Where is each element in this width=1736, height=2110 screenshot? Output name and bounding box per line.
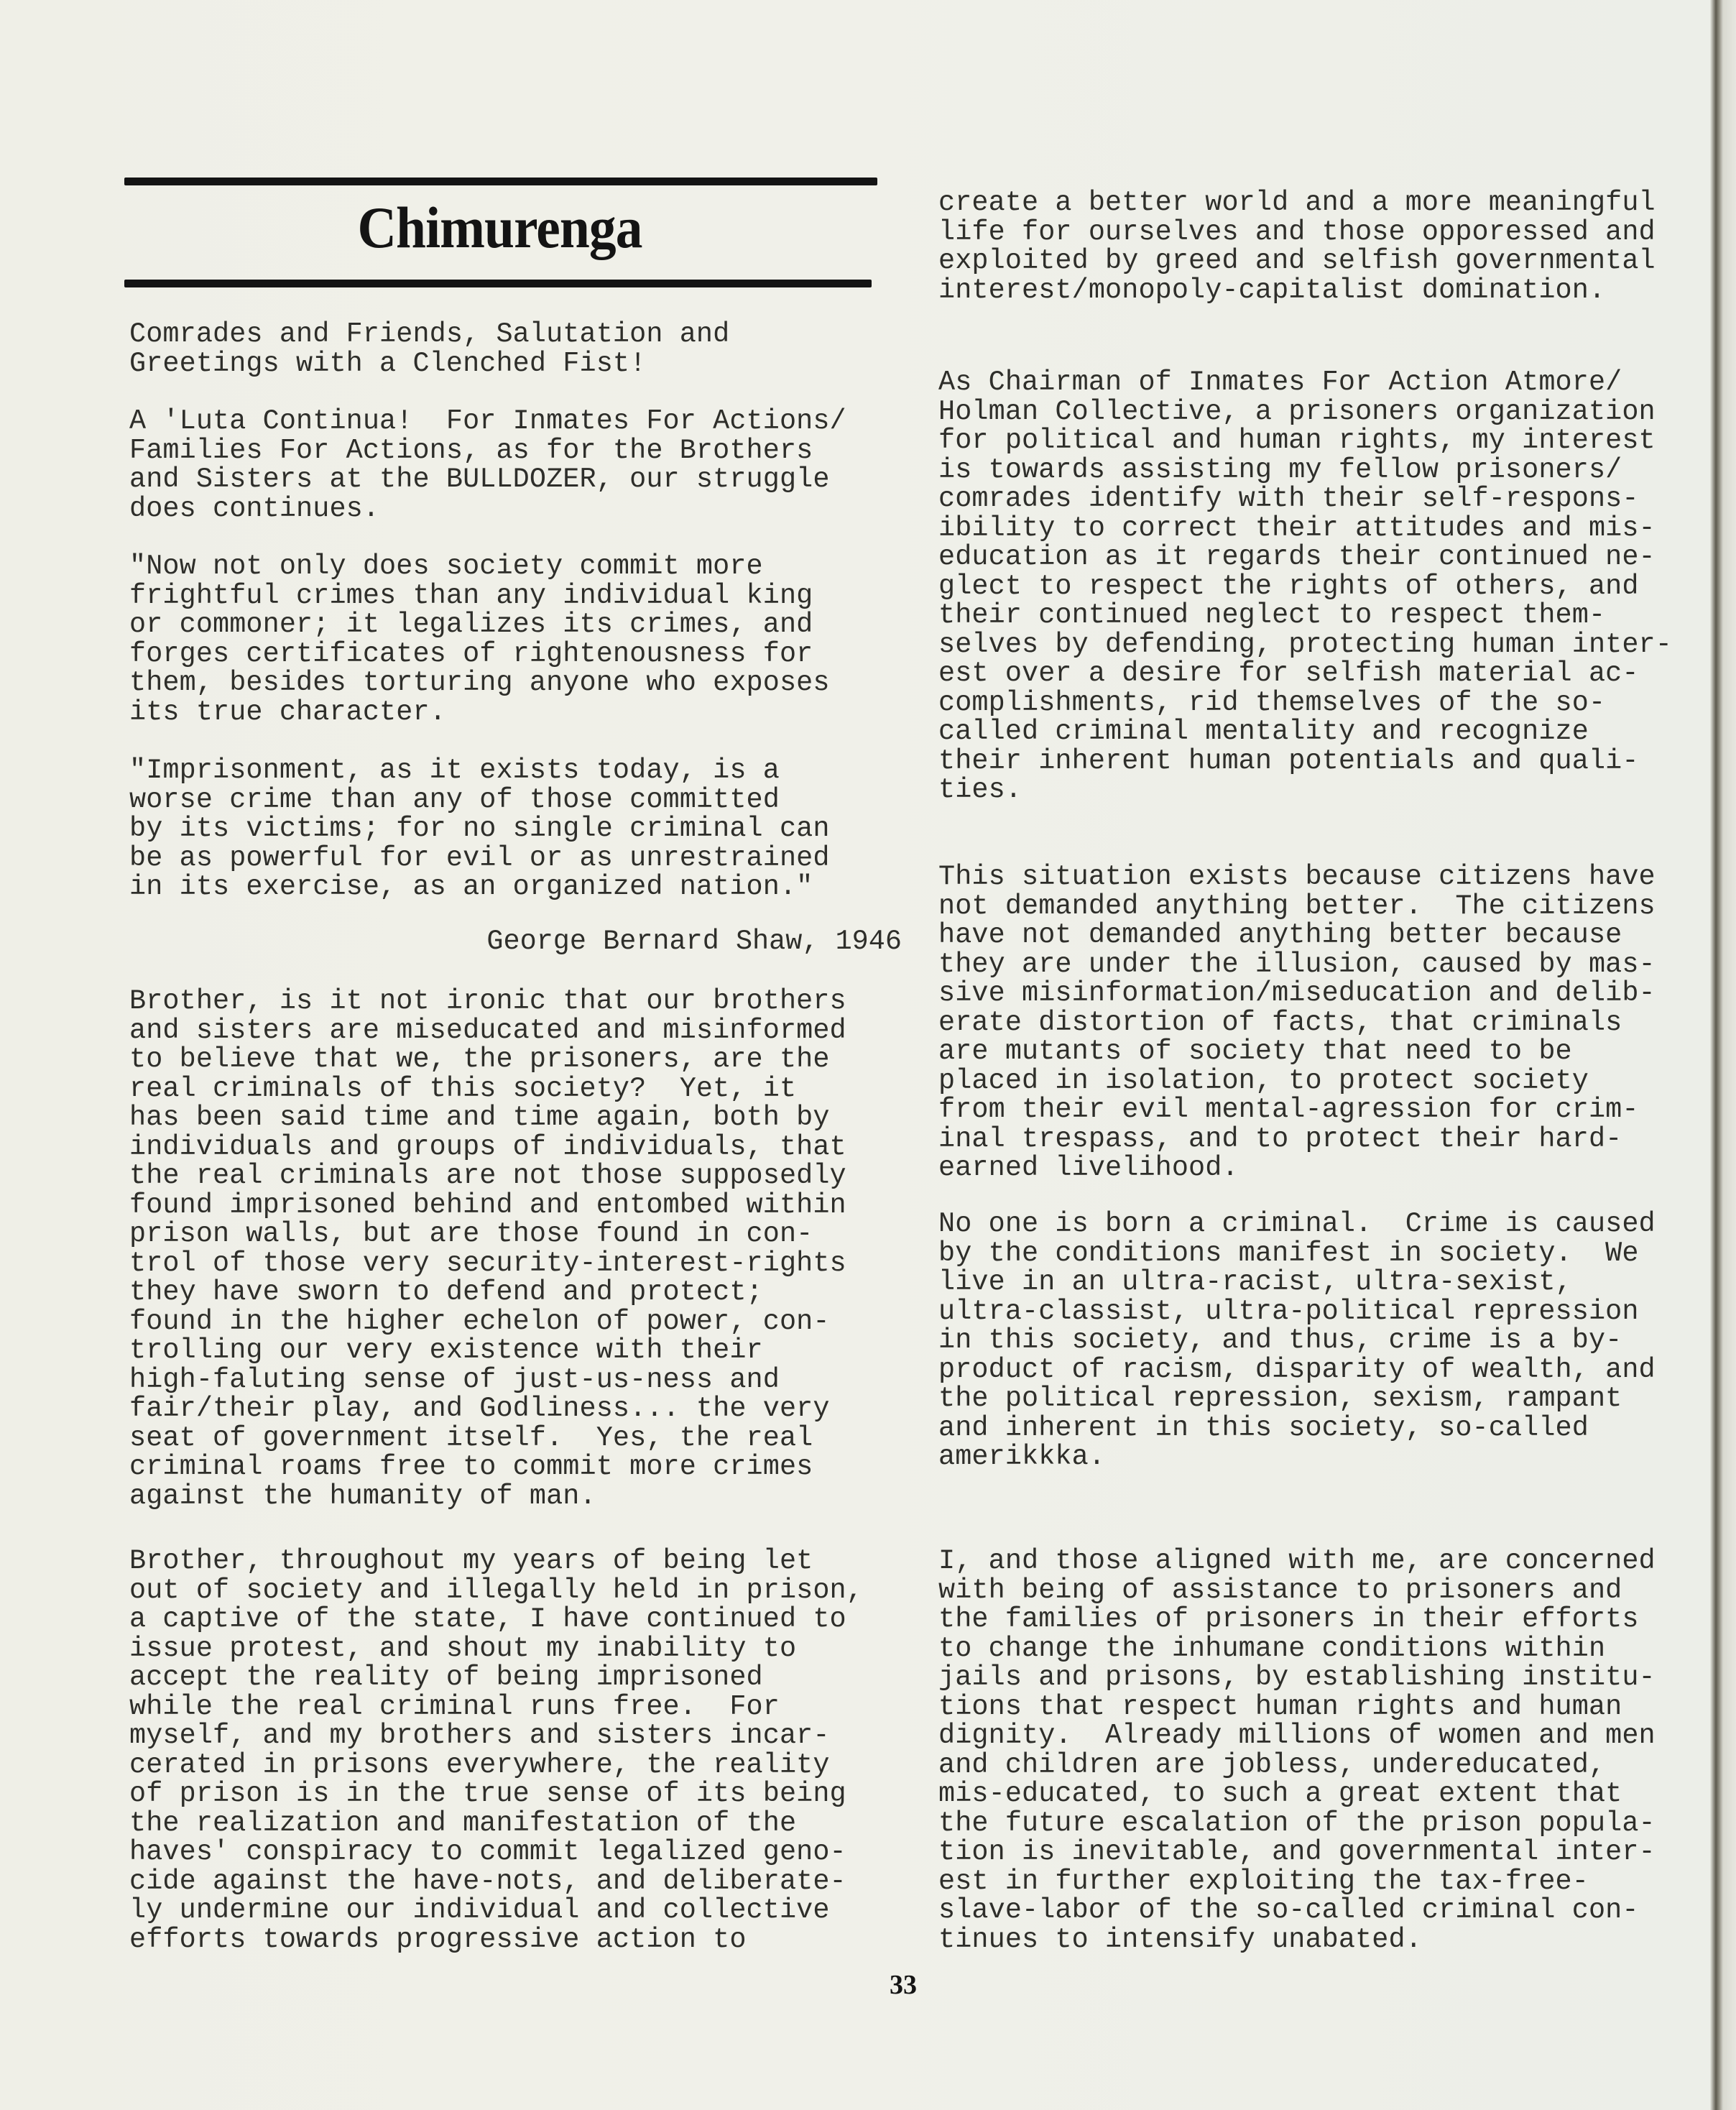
text-line: create a better world and a more meaningful [938,187,1656,218]
text-line: have not demanded anything better because [938,919,1622,951]
text-line: by its victims; for no single criminal can [129,813,830,844]
text-line: haves' conspiracy to commit legalized geno- [129,1836,846,1868]
paragraph-ironic [129,987,846,1511]
text-line: tion is inevitable, and governmental inter- [938,1836,1656,1868]
text-line: selves by defending, protecting human inter- [938,628,1672,660]
text-line: earned livelihood. [938,1152,1239,1184]
text-line: against the humanity of man. [129,1480,596,1512]
paragraph-continuation [938,188,1656,305]
text-line: A 'Luta Continua! For Inmates For Actions/ [129,405,846,437]
text-line: its true character. [129,696,446,728]
text-line: issue protest, and shout my inability to [129,1632,797,1664]
text-line: the real criminals are not those supposedly [129,1160,846,1192]
text-line: tions that respect human rights and human [938,1690,1622,1723]
text-line: be as powerful for evil or as unrestrained [129,842,830,874]
title-rule-top [124,178,877,185]
paragraph-throughout [129,1547,863,1954]
text-line: amerikkka. [938,1441,1106,1473]
text-line: efforts towards progressive action to [129,1923,747,1955]
text-line: tinues to intensify unabated. [938,1923,1422,1955]
text-line: est over a desire for selfish material ac- [938,658,1639,689]
text-line: they are under the illusion, caused by mas- [938,948,1656,980]
text-line: the future escalation of the prison popula- [938,1807,1656,1839]
text-line: ibility to correct their attitudes and mis- [938,512,1656,544]
text-line: not demanded anything better. The citizens [938,890,1656,922]
text-line: product of racism, disparity of wealth, and [938,1353,1656,1386]
text-line: accept the reality of being imprisoned [129,1662,763,1693]
text-line: by the conditions manifest in society. We [938,1237,1639,1269]
text-line: life for ourselves and those opporessed and [938,216,1656,248]
text-line: forges certificates of rightenousness for [129,637,813,670]
text-line: them, besides torturing anyone who exposes [129,667,830,699]
text-line: sive misinformation/miseducation and delib- [938,977,1656,1009]
text-line: while the real criminal runs free. For [129,1690,780,1723]
text-line: No one is born a criminal. Crime is caused [938,1208,1656,1240]
text-line: the political repression, sexism, rampant [938,1383,1622,1414]
text-line: a captive of the state, I have continued to [129,1603,846,1635]
text-line: cide against the have-nots, and deliberate- [129,1865,846,1897]
text-line: erate distortion of facts, that criminals [938,1006,1622,1038]
text-line: Greetings with a Clenched Fist! [129,347,647,379]
text-line: has been said time and time again, both by [129,1102,830,1133]
text-line: Brother, is it not ironic that our brothers [129,985,846,1017]
text-line: and sisters are miseducated and misinformed [129,1014,846,1046]
text-line: prison walls, but are those found in con- [129,1218,813,1250]
paragraph-situation [938,862,1656,1183]
text-line: trol of those very security-interest-rights [129,1247,846,1279]
text-line: education as it regards their continued ne- [938,541,1656,573]
text-line: are mutants of society that need to be [938,1036,1572,1067]
text-line: interest/monopoly-capitalist domination. [938,274,1606,306]
text-line: individuals and groups of individuals, that [129,1130,846,1163]
text-line: real criminals of this society? Yet, it [129,1072,797,1105]
text-line: Families For Actions, as for the Brothers [129,434,813,466]
text-line: of prison is in the true sense of its being [129,1778,846,1810]
text-line: worse crime than any of those committed [129,783,780,816]
text-line: ly undermine our individual and collective [129,1894,830,1926]
quote-attribution: George Bernard Shaw, 1946 [486,926,902,957]
text-line: Holman Collective, a prisoners organization [938,395,1656,428]
text-line: to believe that we, the prisoners, are the [129,1044,830,1075]
text-line: "Now not only does society commit more [129,550,763,582]
text-line: frightful crimes than any individual king [129,579,813,612]
page-edge-shadow [1710,0,1736,2110]
text-line: seat of government itself. Yes, the real [129,1422,813,1454]
text-line: is towards assisting my fellow prisoners/ [938,453,1622,486]
text-line: dignity. Already millions of women and men [938,1720,1656,1751]
text-line: their inherent human potentials and quali- [938,745,1639,777]
text-line: high-faluting sense of just-us-ness and [129,1363,780,1396]
text-line: mis-educated, to such a great extent that [938,1778,1622,1810]
text-line: "Imprisonment, as it exists today, is a [129,755,780,786]
text-line: Comrades and Friends, Salutation and [129,318,730,350]
text-line: glect to respect the rights of others, and [938,570,1639,602]
text-line: fair/their play, and Godliness... the very [129,1393,830,1424]
text-line: slave-labor of the so-called criminal con- [938,1894,1639,1926]
text-line: I, and those aligned with me, are concerned [938,1545,1656,1577]
paragraph-aligned [938,1547,1656,1954]
text-line: As Chairman of Inmates For Action Atmore/ [938,367,1622,398]
text-line: out of society and illegally held in prison, [129,1574,863,1606]
text-line: live in an ultra-racist, ultra-sexist, [938,1266,1572,1298]
text-line: cerated in prisons everywhere, the reality [129,1749,830,1781]
text-line: comrades identify with their self-respons- [938,483,1639,515]
text-line: This situation exists because citizens have [938,861,1656,893]
text-line: from their evil mental-agression for crim- [938,1094,1639,1125]
quote-imprisonment [129,756,830,902]
text-line: ties. [938,774,1022,806]
paragraph-salutation [129,320,729,378]
text-line: the families of prisoners in their efforts [938,1603,1639,1635]
paragraph-luta-continua [129,407,846,523]
text-line: does continues. [129,492,380,525]
article-title: Chimurenga [357,195,642,260]
text-line: ultra-classist, ultra-political repression [938,1295,1639,1327]
page-number: 33 [890,1970,917,2000]
text-line: the realization and manifestation of the [129,1807,797,1839]
text-line: or commoner; it legalizes its crimes, and [129,609,813,640]
text-line: in this society, and thus, crime is a by- [938,1324,1622,1356]
text-line: with being of assistance to prisoners and [938,1574,1622,1606]
text-line: in its exercise, as an organized nation." [129,871,813,903]
text-line: Brother, throughout my years of being let [129,1545,813,1577]
text-line: inal trespass, and to protect their hard- [938,1123,1622,1155]
title-rule-bottom [124,280,872,287]
text-line: complishments, rid themselves of the so- [938,686,1606,719]
text-line: est in further exploiting the tax-free- [938,1865,1589,1897]
text-line: myself, and my brothers and sisters incar- [129,1720,830,1751]
text-line: exploited by greed and selfish governmental [938,245,1656,277]
text-line: trolling our very existence with their [129,1335,763,1366]
paragraph-chairman [938,368,1672,805]
text-line: their continued neglect to respect them- [938,599,1606,631]
text-line: found in the higher echelon of power, con- [129,1305,830,1337]
paragraph-no-one-born [938,1210,1656,1472]
text-line: and inherent in this society, so-called [938,1411,1589,1444]
text-line: they have sworn to defend and protect; [129,1276,763,1308]
text-line: and children are jobless, undereducated, [938,1749,1606,1781]
text-line: called criminal mentality and recognize [938,716,1589,747]
text-line: and Sisters at the BULLDOZER, our struggle [129,464,830,495]
quote-society [129,552,830,727]
text-line: found imprisoned behind and entombed within [129,1189,846,1221]
text-line: for political and human rights, my interest [938,425,1656,456]
text-line: criminal roams free to commit more crimes [129,1451,813,1483]
text-line: jails and prisons, by establishing institu- [938,1662,1656,1693]
text-line: placed in isolation, to protect society [938,1064,1589,1097]
text-line: to change the inhumane conditions within [938,1632,1606,1664]
